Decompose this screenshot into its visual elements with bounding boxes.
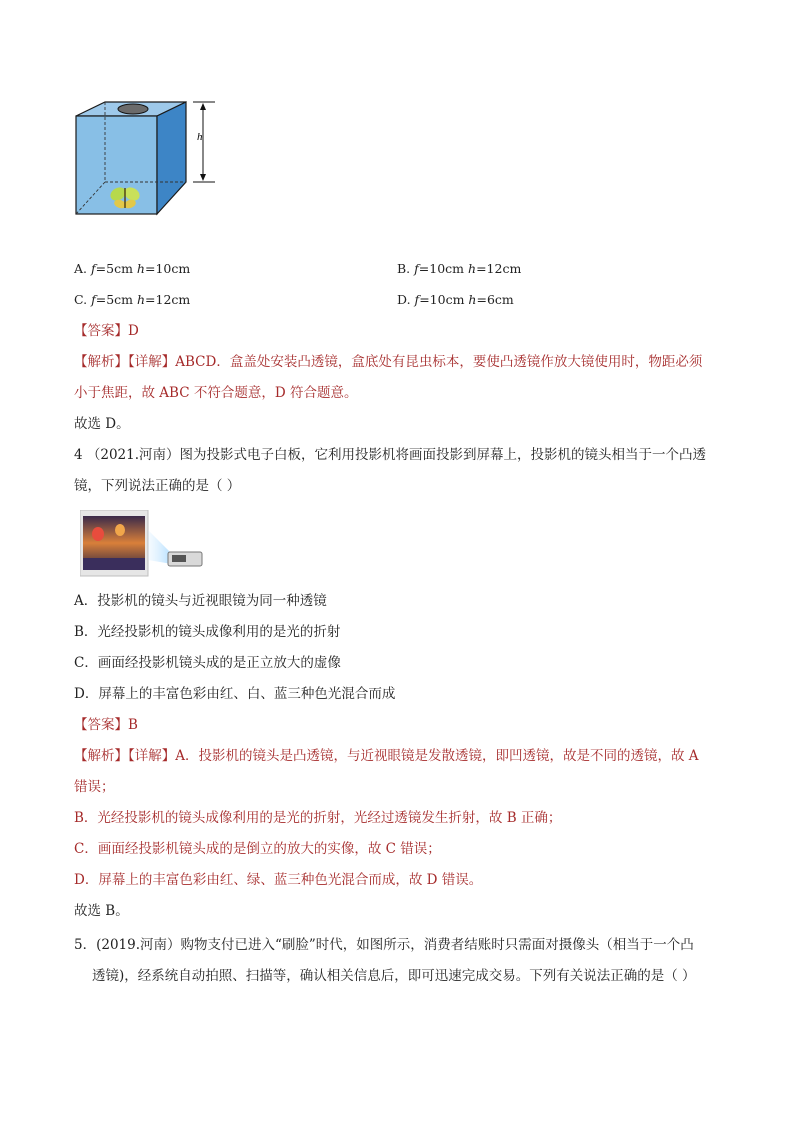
option-c: C. f=5cm h=12cm [74, 292, 191, 307]
q4-option-d: D．屏幕上的丰富色彩由红、白、蓝三种色光混合而成 [74, 686, 396, 702]
option-h-value: =12cm [145, 292, 191, 307]
analysis-tag: 【解析】【详解】 [74, 748, 176, 764]
balloon-icon [115, 524, 125, 536]
arrow-up-icon [200, 103, 206, 110]
option-key: D. [397, 292, 411, 307]
option-h-value: =12cm [476, 261, 522, 276]
projector-whiteboard-figure [80, 510, 210, 580]
arrow-down-icon [200, 174, 206, 181]
option-h-value: =6cm [476, 292, 514, 307]
q4-stem-line1: 4 （2021.河南）图为投影式电子白板，它利用投影机将画面投影到屏幕上，投影机的镜头相当于一个凸透 [74, 447, 707, 463]
q4-analysis-b: B．光经投影机的镜头成像利用的是光的折射，光经过透镜发生折射，故 B 正确； [74, 810, 562, 826]
q3-analysis-line1 [74, 353, 702, 371]
analysis-text: ABCD．盒盖处安装凸透镜，盒底处有昆虫标本，要使凸透镜作放大镜使用时，物距必须 [175, 354, 703, 370]
q4-stem-line2: 镜，下列说法正确的是（ ） [74, 478, 241, 494]
q4-option-a: A．投影机的镜头与近视眼镜为同一种透镜 [74, 593, 327, 609]
option-key: B. [397, 261, 411, 276]
option-b: B. f=10cm h=12cm [397, 261, 522, 276]
projector-vent [172, 555, 186, 562]
q3-conclusion: 故选 D。 [74, 416, 130, 432]
analysis-tag: 【解析】【详解】 [74, 354, 176, 370]
figure-label-h: h [197, 131, 203, 143]
insect-box-figure [70, 96, 220, 221]
option-f-value: =10cm [419, 292, 465, 307]
q4-answer: 【答案】B [74, 717, 138, 733]
option-key: C. [74, 292, 88, 307]
option-f-value: =5cm [95, 292, 133, 307]
q4-analysis-line2: 错误； [74, 779, 115, 795]
q4-analysis-line1 [74, 747, 699, 765]
q3-answer: 【答案】D [74, 323, 139, 339]
analysis-text: A．投影机的镜头是凸透镜，与近视眼镜是发散透镜，即凹透镜，故是不同的透镜，故 A [175, 748, 699, 764]
q4-option-c: C．画面经投影机镜头成的是正立放大的虚像 [74, 655, 341, 671]
q3-analysis-line2: 小于焦距，故 ABC 不符合题意，D 符合题意。 [74, 385, 358, 401]
q5-stem-line1: 5．(2019.河南）购物支付已进入“刷脸”时代，如图所示，消费者结账时只需面对摄像头（相当于一个凸 [74, 937, 694, 953]
landscape-ground [83, 558, 145, 570]
q4-conclusion: 故选 B。 [74, 903, 129, 919]
option-key: A. [74, 261, 88, 276]
q4-analysis-d: D．屏幕上的丰富色彩由红、绿、蓝三种色光混合而成，故 D 错误。 [74, 872, 483, 888]
lens-hole [118, 104, 148, 114]
option-a: A. f=5cm h=10cm [74, 261, 191, 276]
q4-option-b: B．光经投影机的镜头成像利用的是光的折射 [74, 624, 341, 640]
q4-analysis-c: C．画面经投影机镜头成的是倒立的放大的实像，故 C 错误； [74, 841, 441, 857]
option-f-value: =5cm [95, 261, 133, 276]
balloon-icon [92, 527, 104, 541]
option-h-value: =10cm [144, 261, 191, 276]
box-side-face [157, 102, 186, 214]
option-d: D. f=10cm h=6cm [397, 292, 514, 307]
q5-stem-line2: 透镜)，经系统自动拍照、扫描等，确认相关信息后，即可迅速完成交易。下列有关说法正确的是（ ） [92, 968, 696, 984]
option-f-value: =10cm [418, 261, 465, 276]
